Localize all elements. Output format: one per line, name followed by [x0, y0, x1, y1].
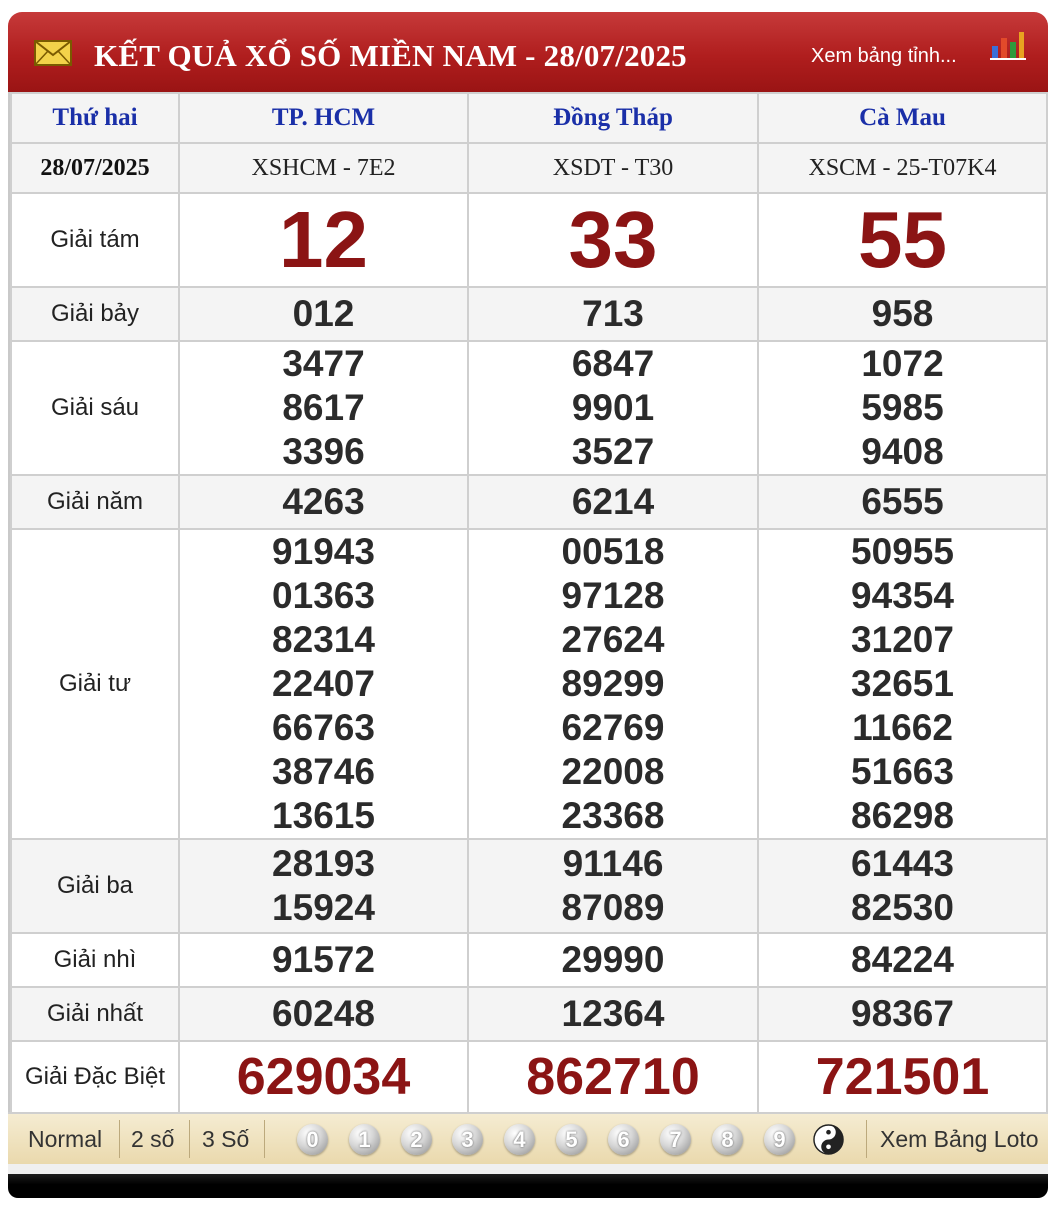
footer-toolbar — [8, 1112, 1048, 1164]
prize-number: 86298 — [851, 795, 954, 836]
prize-number: 8617 — [282, 387, 365, 428]
prize-number: 4263 — [282, 481, 365, 522]
prize-label: Giải bảy — [50, 300, 140, 327]
day-label: Thứ hai — [52, 104, 138, 131]
prize-number: 82314 — [272, 619, 375, 660]
province-cell[interactable] — [179, 93, 468, 143]
prize-label: Giải sáu — [50, 394, 140, 421]
results-table-wrapper — [8, 92, 1048, 1114]
draw-code-ca-mau: XSCM - 25-T07K4 — [808, 154, 997, 181]
province-name-ca-mau[interactable]: Cà Mau — [859, 104, 946, 131]
prize-number: 9408 — [861, 431, 944, 472]
prize-number: 50955 — [851, 531, 954, 572]
page-title: KẾT QUẢ XỔ SỐ MIỀN NAM - 28/07/2025 — [94, 38, 687, 73]
prize-number: 84224 — [851, 939, 954, 980]
prize-number: 28193 — [272, 843, 375, 884]
prize-row-g4 — [11, 529, 1047, 839]
prize-row-g3 — [11, 839, 1047, 933]
date-cell — [11, 143, 179, 193]
code-row — [11, 143, 1047, 193]
divider — [264, 1120, 265, 1158]
prize-number: 33 — [568, 195, 658, 284]
province-name-hcm[interactable]: TP. HCM — [271, 104, 376, 131]
yin-yang-icon[interactable] — [813, 1124, 844, 1155]
envelope-icon — [34, 40, 72, 66]
prize-number: 01363 — [272, 575, 375, 616]
digit-filter-8[interactable]: 8 — [712, 1124, 743, 1155]
prize-number: 31207 — [851, 619, 954, 660]
prize-label: Giải tám — [50, 226, 140, 253]
prize-number: 97128 — [561, 575, 665, 616]
normal-mode-button[interactable]: Normal — [28, 1126, 103, 1152]
prize-number: 12364 — [561, 993, 665, 1034]
prize-row-g6 — [11, 341, 1047, 475]
prize-number: 32651 — [851, 663, 954, 704]
prize-row-g2 — [11, 933, 1047, 987]
prize-number: 13615 — [272, 795, 375, 836]
prize-number: 12 — [279, 195, 368, 284]
prize-number: 61443 — [851, 843, 954, 884]
prize-label: Giải ba — [56, 872, 134, 899]
prize-number: 6555 — [861, 481, 944, 522]
prize-number: 66763 — [272, 707, 375, 748]
prize-number: 51663 — [851, 751, 954, 792]
prize-number: 29990 — [561, 939, 665, 980]
prize-number: 98367 — [851, 993, 954, 1034]
divider — [866, 1120, 867, 1158]
special-prize-number: 862710 — [526, 1048, 700, 1106]
prize-number: 87089 — [561, 887, 665, 928]
digit-filter-0[interactable]: 0 — [297, 1124, 328, 1155]
prize-number: 15924 — [272, 887, 375, 928]
special-prize-number: 629034 — [236, 1048, 411, 1106]
prize-row-g7 — [11, 287, 1047, 341]
day-cell — [11, 93, 179, 143]
prize-number: 62769 — [561, 707, 665, 748]
view-loto-table-link[interactable]: Xem Bảng Loto — [880, 1126, 1039, 1152]
digit-filter-5[interactable]: 5 — [556, 1124, 587, 1155]
prize-number: 38746 — [272, 751, 375, 792]
results-panel — [8, 12, 1048, 1198]
prize-number: 94354 — [851, 575, 954, 616]
draw-code-hcm: XSHCM - 7E2 — [251, 154, 396, 181]
digit-filter-4[interactable]: 4 — [504, 1124, 535, 1155]
digit-filter-2[interactable]: 2 — [401, 1124, 432, 1155]
header-bar — [8, 12, 1048, 92]
prize-number: 22407 — [272, 663, 375, 704]
prize-number: 3527 — [571, 431, 655, 472]
province-name-dong-thap[interactable]: Đồng Tháp — [553, 104, 673, 131]
results-table — [10, 92, 1048, 1114]
divider — [119, 1120, 120, 1158]
prize-number: 6847 — [571, 343, 655, 384]
digit-filter-7[interactable]: 7 — [660, 1124, 691, 1155]
digit-filter-3[interactable]: 3 — [452, 1124, 483, 1155]
prize-row-special — [11, 1041, 1047, 1113]
prize-number: 11662 — [852, 707, 953, 748]
province-cell[interactable] — [468, 93, 758, 143]
prize-number: 9901 — [571, 387, 655, 428]
digit-filter-1[interactable]: 1 — [349, 1124, 380, 1155]
two-digit-mode-button[interactable]: 2 số — [131, 1126, 175, 1152]
prize-number: 22008 — [561, 751, 665, 792]
divider — [189, 1120, 190, 1158]
prize-number: 958 — [871, 293, 934, 334]
prize-number: 91943 — [272, 531, 375, 572]
province-header-row — [11, 93, 1047, 143]
prize-number: 55 — [858, 195, 947, 284]
prize-number: 00518 — [561, 531, 665, 572]
prize-label: Giải nhì — [53, 946, 137, 973]
prize-number: 012 — [292, 293, 355, 334]
prize-label: Giải năm — [46, 488, 144, 515]
prize-label: Giải nhất — [46, 1000, 144, 1027]
prize-row-g1 — [11, 987, 1047, 1041]
prize-number: 91146 — [562, 843, 664, 884]
prize-number: 27624 — [561, 619, 665, 660]
prize-number: 6214 — [571, 481, 655, 522]
prize-number: 3477 — [282, 343, 365, 384]
prize-number: 23368 — [561, 795, 665, 836]
prize-row-g8 — [11, 193, 1047, 287]
prize-number: 89299 — [561, 663, 665, 704]
prize-number: 60248 — [272, 993, 375, 1034]
digit-filter-9[interactable]: 9 — [764, 1124, 795, 1155]
province-cell[interactable] — [758, 93, 1047, 143]
bottom-bar — [8, 1164, 1048, 1198]
digit-filter-6[interactable]: 6 — [608, 1124, 639, 1155]
prize-number: 1072 — [861, 343, 944, 384]
prize-number: 5985 — [861, 387, 944, 428]
prize-number: 91572 — [272, 939, 375, 980]
view-province-table-link[interactable]: Xem bảng tỉnh... — [811, 45, 957, 67]
prize-number: 82530 — [851, 887, 954, 928]
bottom-bar-highlight — [8, 1164, 1048, 1174]
prize-row-g5 — [11, 475, 1047, 529]
draw-date: 28/07/2025 — [40, 154, 150, 181]
prize-label: Giải Đặc Biệt — [24, 1063, 166, 1090]
prize-number: 3396 — [282, 431, 365, 472]
prize-number: 713 — [582, 293, 644, 334]
draw-code-dong-thap: XSDT - T30 — [552, 154, 674, 181]
special-prize-number: 721501 — [815, 1048, 990, 1106]
bar-chart-icon[interactable] — [988, 30, 1026, 60]
prize-label: Giải tư — [58, 670, 132, 697]
three-digit-mode-button[interactable]: 3 Số — [202, 1126, 250, 1152]
